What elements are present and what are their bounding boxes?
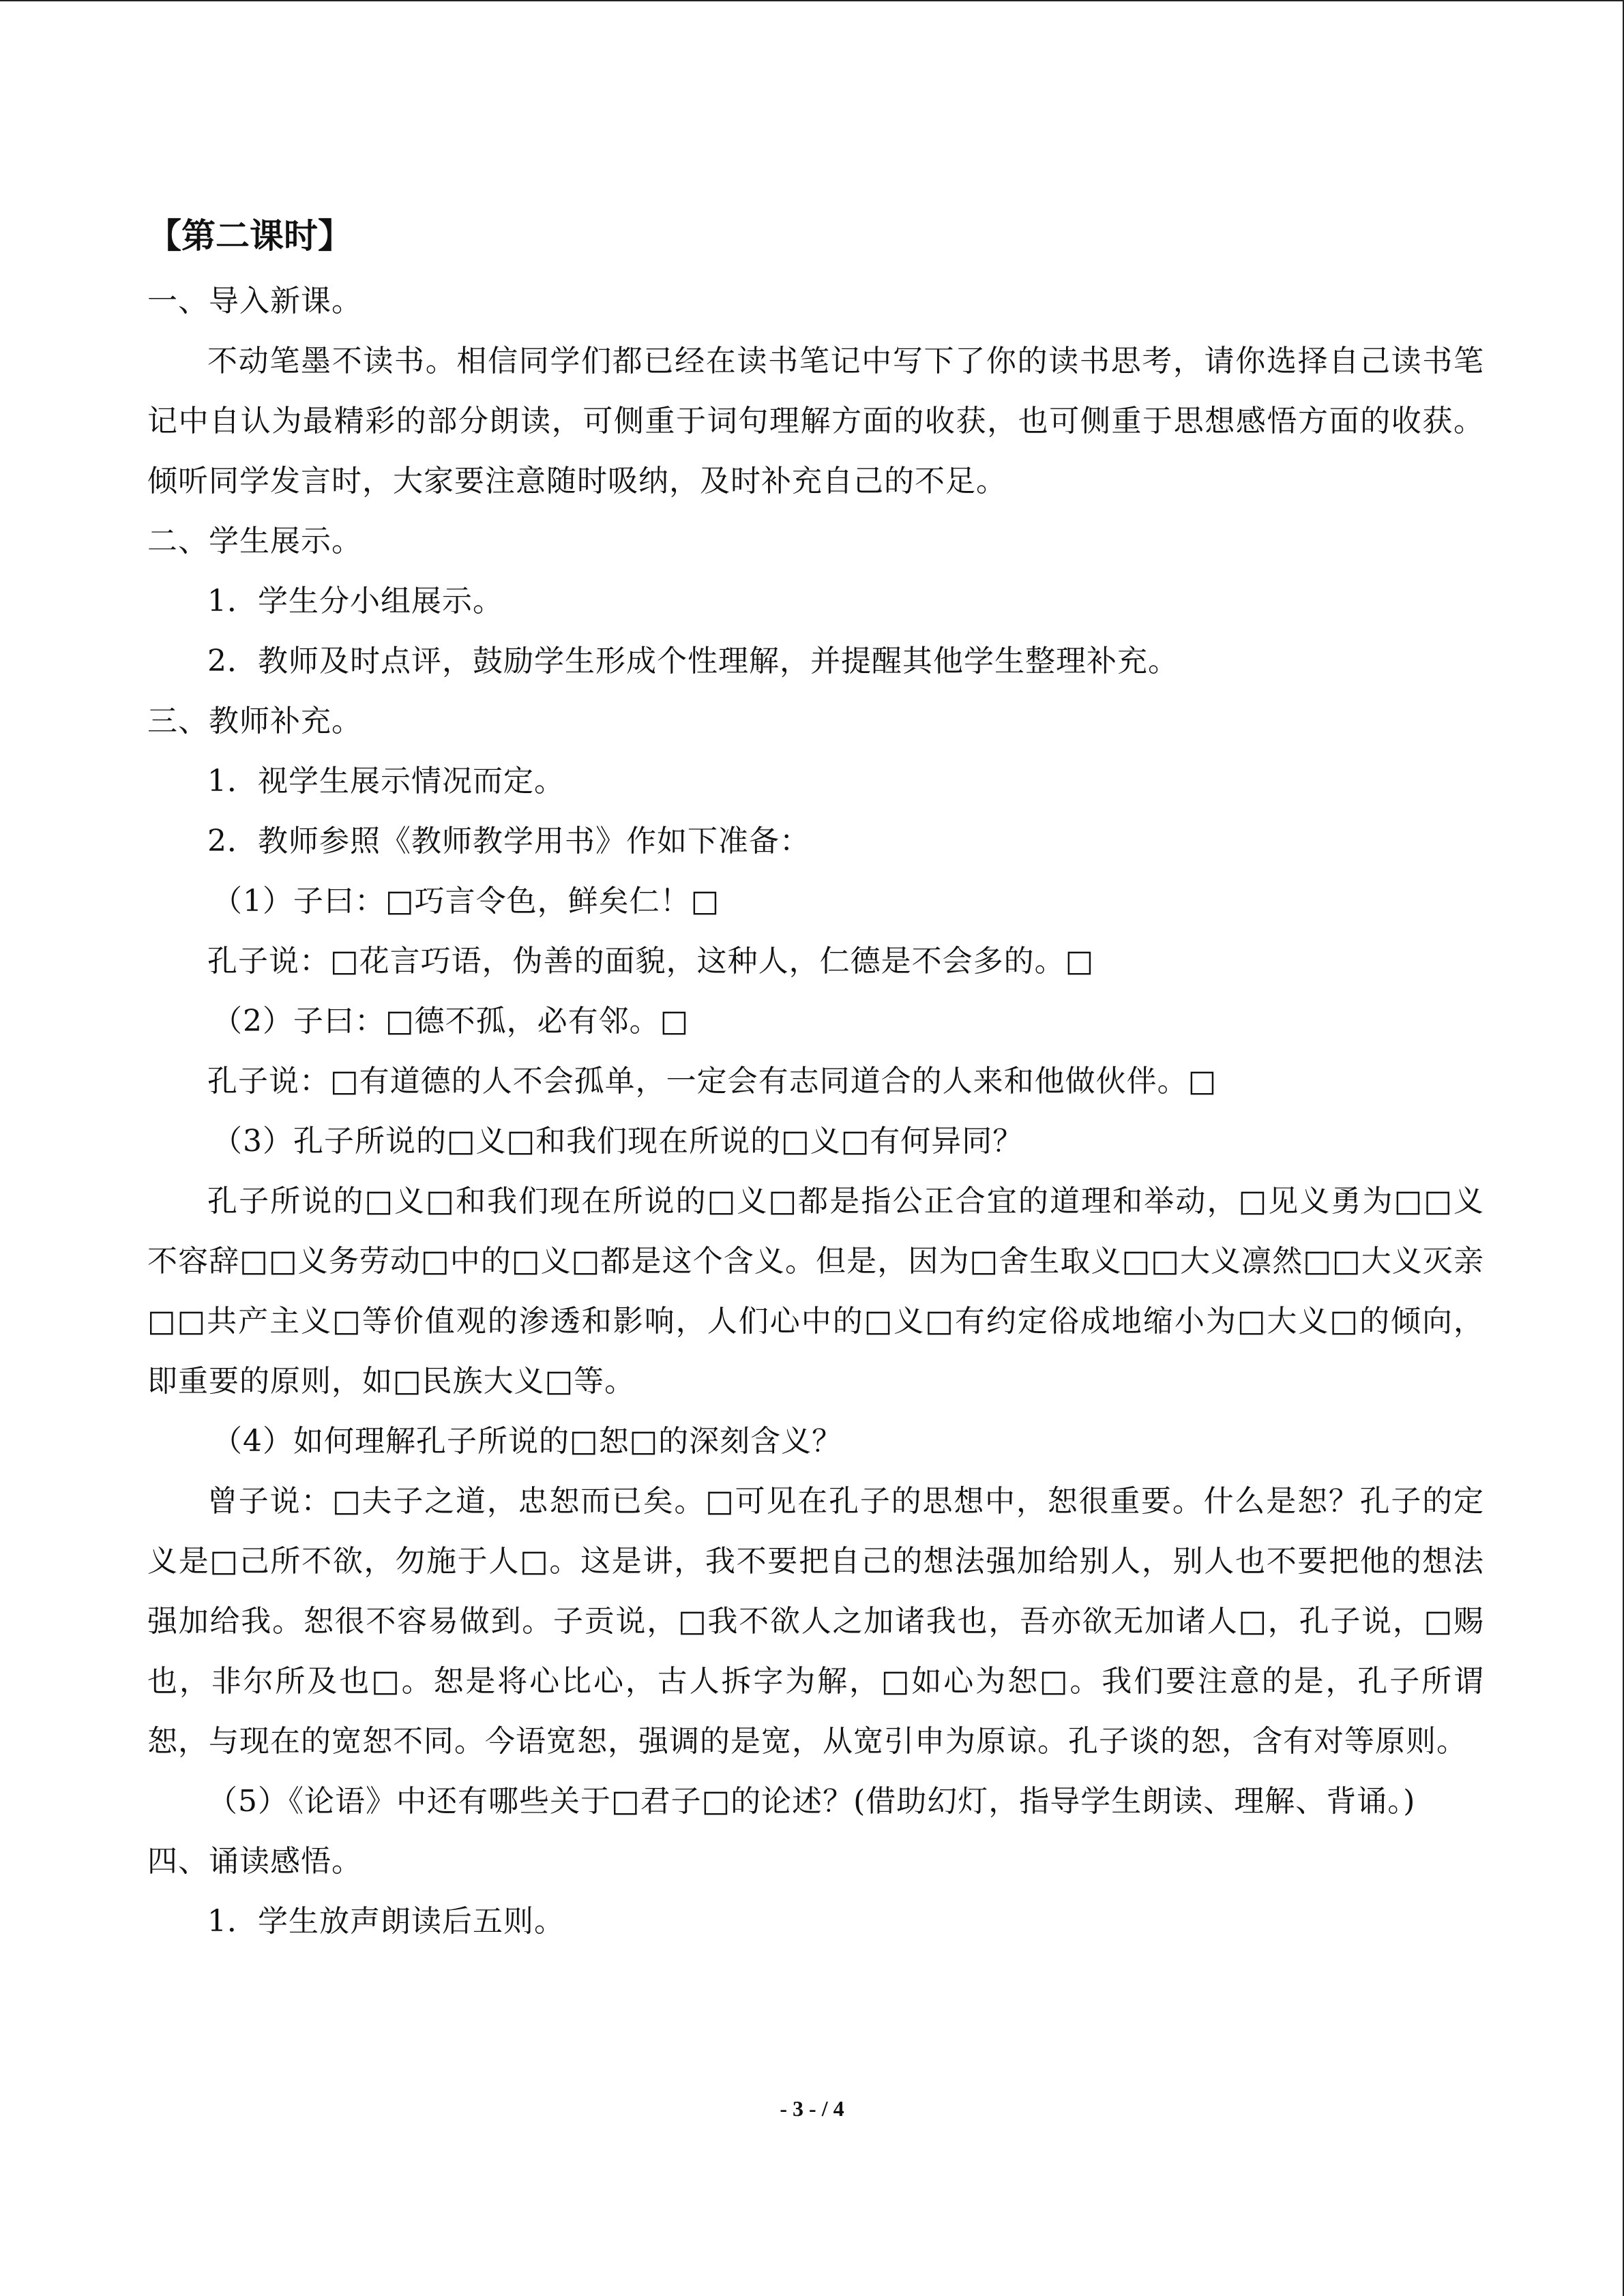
quote-2-explanation: 孔子说：□有道德的人不会孤单，一定会有志同道合的人来和他做伙伴。□ [207, 1064, 1217, 1099]
intro-paragraph: 不动笔墨不读书。相信同学们都已经在读书笔记中写下了你的读书思考，请你选择自己读书笔记中自认为最精彩的部分朗读，可侧重于词句理解方面的收获，也可侧重于思想感悟方面的收获。倾听同学发言时，大家要注意随时吸纳，及时补充自己的不足。 [147, 344, 1484, 498]
page-number: - 3 - / 4 [780, 2096, 844, 2121]
section-heading-show: 二、学生展示。 [147, 524, 362, 558]
list-item: 2．教师参照《教师教学用书》作如下准备： [207, 824, 810, 859]
question-3: （3）孔子所说的□义□和我们现在所说的□义□有何异同？ [212, 1124, 1024, 1159]
section-heading-recite: 四、诵读感悟。 [147, 1844, 362, 1879]
list-item: 2．教师及时点评，鼓励学生形成个性理解，并提醒其他学生整理补充。 [207, 644, 1179, 679]
question-5: （5）《论语》中还有哪些关于□君子□的论述？(借助幻灯，指导学生朗读、理解、背诵。) [207, 1784, 1416, 1819]
section-heading-intro: 一、导入新课。 [147, 284, 362, 318]
list-item: 1．学生分小组展示。 [207, 584, 503, 618]
quote-1-explanation: 孔子说：□花言巧语，伪善的面貌，这种人，仁德是不会多的。□ [207, 944, 1095, 979]
list-item: 1．视学生展示情况而定。 [207, 764, 565, 799]
question-4-answer: 曾子说：□夫子之道，忠恕而已矣。□可见在孔子的思想中，恕很重要。什么是恕？孔子的定义是□己所不欲，勿施于人□。这是讲，我不要把自己的想法强加给别人，别人也不要把他的想法强加给我。恕很不容易做到。子贡说，□我不欲人之加诸我也，吾亦欲无加诸人□，孔子说，□赐也，非尔所及也□。恕是将心比心，古人拆字为解，□如心为恕□。我们要注意的是，孔子所谓恕，与现在的宽恕不同。今语宽恕，强调的是宽，从宽引申为原谅。孔子谈的恕，含有对等原则。 [147, 1484, 1484, 1759]
section-heading-supplement: 三、教师补充。 [147, 704, 362, 739]
list-item: 1．学生放声朗读后五则。 [207, 1904, 565, 1939]
document-body [147, 205, 1484, 1952]
question-3-answer: 孔子所说的□义□和我们现在所说的□义□都是指公正合宜的道理和举动，□见义勇为□□义不容辞□□义务劳动□中的□义□都是这个含义。但是，因为□舍生取义□□大义凛然□□大义灭亲□□共产主义□等价值观的渗透和影响，人们心中的□义□有约定俗成地缩小为□大义□的倾向，即重要的原则，如□民族大义□等。 [147, 1184, 1484, 1399]
question-4: （4）如何理解孔子所说的□恕□的深刻含义？ [212, 1424, 843, 1459]
quote-2: （2）子曰：□德不孤，必有邻。□ [212, 1004, 690, 1039]
quote-1: （1）子曰：□巧言令色，鲜矣仁！□ [212, 884, 720, 919]
lesson-title: 【第二课时】 [147, 215, 352, 256]
